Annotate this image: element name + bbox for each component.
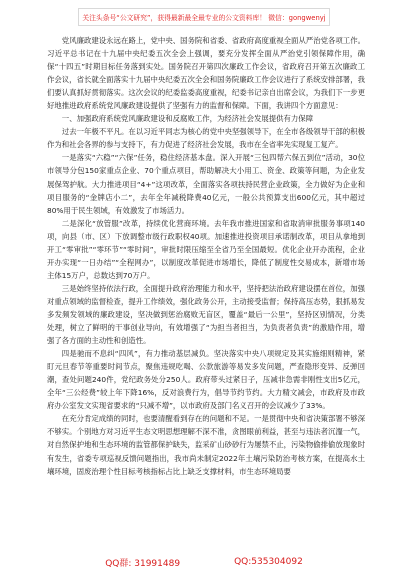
paragraph-intro: 党风廉政建设永远在路上，党中央、国务院和省委、省政府高度重视全面从严治党各项工作。习近平总书记在十九届中央纪委五次全会上强调，要充分发挥全面从严治党引领保障作用，确保“十四五”时期目标任务落到实处。国务院召开第四次廉政工作会议，省政府召开第五次廉政工作会议，省长就全面落实十九届中央纪委五次全会和国务院廉政工作会议进行了系统安排部署，我们要认真抓好贯彻落实。这次会议的纪委监委高度重视，纪委书记亲自出席会议，为我们下一步更好地推进政府系统党风廉政建设提供了坚强有力的监督和保障。下面，我讲四个方面意见： [47,36,365,111]
promo-banner [78,8,330,26]
paragraph-overview: 过去一年极不平凡。在以习近平同志为核心的党中央坚强领导下，在全市各级领导干部的积极作为和社会各界的参与支持下，有力促进了经济社会发展，我市在全省率先实现复工复产。 [47,127,365,150]
qq-number-text: QQ:535304092 [234,557,303,567]
paragraph-point-1: 一是落实“六稳”“六保”任务，稳住经济基本盘。深入开展“三包四帮六保五到位”活动，30位市领导分包150家重点企业、70个重点项目，帮助解决大小用工、资金、政策等问题，为企业发展保驾护航。大力推进项目“4+”这项改革，全面落实各项扶持民营企业政策，全力做好为企业和项目服务的“金牌店小二”，去年全年减税降费40亿元，一般公共预算支出600亿元，其中超过80%用于民生领域，有效激发了市场活力。 [47,153,365,215]
contact-footer [0,554,408,570]
document-body [47,34,365,478]
paragraph-point-2: 二是深化“放管服”改革，持续优化营商环境。去年我市推进国家和省取消审批服务事项140项，向县（市、区）下放调整市级行政职权40项。加速推进投资项目承诺制改革，项目从拿地到开工“零审批”“零环节”“零时间”，审批时限压缩至全省乃至全国最短。优化企业开办流程，企业开办实现“一日办结”“全程网办”，以制度改革促进市场增长，降低了制度性交易成本，新增市场主体15万户，总数达到70万户。 [47,218,365,280]
qq-group-text: QQ群: 31991489 [105,558,181,569]
paragraph-point-3: 三是始终坚持依法行政，全面提升政府治理能力和水平，坚持把法治政府建设摆在首位，加强对重点领域的监督检查，提升工作绩效，强化政务公开，主动接受监督；保持高压态势，狠抓易发多发频发领域的廉政建设，坚决做到惩治腐败无盲区，覆盖“最后一公里”，坚持区别情况，分类处理，树立了鲜明的干事创业导向，有效增强了“为担当者担当，为负责者负责”的激励作用，增强了各方面的主动性和创造性。 [47,283,365,346]
section-heading: 一、加强政府系统党风廉政建设和反腐败工作，为经济社会发展提供有力保障 [61,114,314,124]
paragraph-point-4: 四是驰而不息纠“四风”，有力推动基层减负。坚决落实中央八项规定及其实施细则精神，紧盯元旦春节等重要时间节点，聚焦违规吃喝、公款旅游等易发多发问题，严查隐形变异、反弹回潮，查处问题240件，党纪政务处分250人。政府带头过紧日子，压减非急需非刚性支出5亿元，全年“三公经费”较上年下降16%，反对浪费行为，倡导节约节约。大力精文减会，市政府及市政府办公室发文实现省要求的“只减不增”，以市政府及部门名义召开的会议减少了33%。 [47,349,365,411]
promo-banner-text: 关注头条号“公文研究”，获得最新最全最专业的公文资料库！ 微信：gongwenyj [82,14,326,22]
paragraph-problems: 在充分肯定成绩的同时，也要清醒看到存在的问题和不足。一是贯彻中央和省决策部署不够深不够实。个别地方对习近平生态文明思想理解不深不准，贪图眼前利益，甚至与违法者沉瀣一气，对自然保护地和生态环境的监管都保护缺失，监采矿山砂砂行为屡禁不止，污染物偷排偷放现象时有发生，省委专项巡视反馈问题指出，我市尚未制定2022年土壤污染防治考核方案，在提高水土壤环境，固废治理个性目标考核指标占比上缺乏支撑材料，市生态环境局要 [47,414,365,476]
